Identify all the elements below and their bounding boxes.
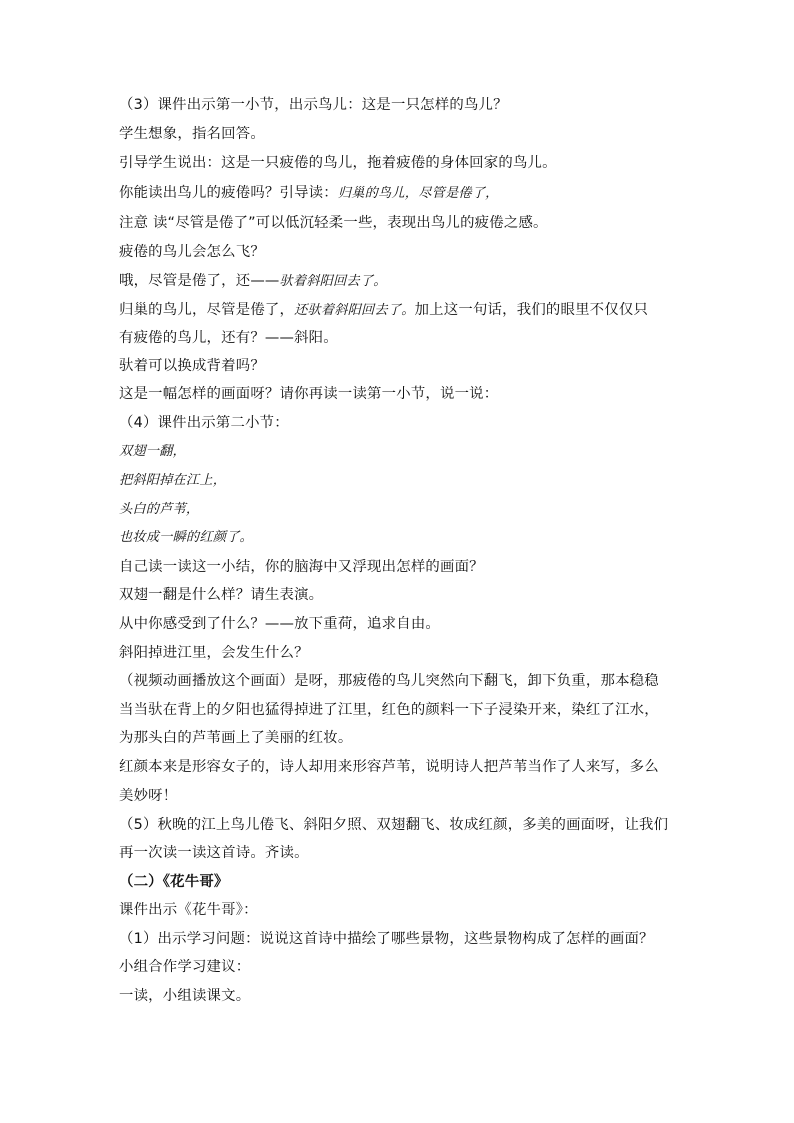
paragraph-line: （4）课件出示第二小节：	[119, 415, 289, 431]
paragraph-line: 引导学生说出：这是一只疲倦的鸟儿，拖着疲倦的身体回家的鸟儿。	[119, 155, 557, 171]
poem-line: 也妆成一瞬的红颜了。	[119, 530, 253, 545]
paragraph-line: 自己读一读这一小结，你的脑海中又浮现出怎样的画面？	[119, 559, 484, 575]
paragraph-line: 为那头白的芦苇画上了美丽的红妆。	[119, 730, 353, 746]
paragraph-line: 红颜本来是形容女子的，诗人却用来形容芦苇，说明诗人把芦苇当作了人来写，多么	[119, 759, 659, 775]
poem-quote: 归巢的鸟儿，尽管是倦了，	[337, 186, 499, 201]
paragraph-line: 你能读出鸟儿的疲倦吗？引导读：归巢的鸟儿，尽管是倦了，	[119, 185, 499, 201]
paragraph-line: 双翅一翻是什么样？请生表演。	[119, 587, 324, 603]
paragraph-line: 哦，尽管是倦了，还——驮着斜阳回去了。	[119, 273, 387, 289]
paragraph-line: 再一次读一读这首诗。齐读。	[119, 845, 309, 861]
paragraph-line: 斜阳掉进江里，会发生什么？	[119, 645, 309, 661]
paragraph-line: （3）课件出示第一小节，出示鸟儿：这是一只怎样的鸟儿？	[119, 97, 508, 113]
paragraph-line: （1）出示学习问题：说说这首诗中描绘了哪些景物，这些景物构成了怎样的画面？	[119, 931, 654, 947]
paragraph-line: 学生想象，指名回答。	[119, 126, 265, 142]
section-heading: （二）《花牛哥》	[119, 874, 229, 890]
paragraph-line: （视频动画播放这个画面）是呀，那疲倦的鸟儿突然向下翻飞，卸下负重，那本稳稳	[119, 673, 659, 689]
poem-line: 双翅一翻，	[119, 444, 186, 459]
paragraph-line: 当当驮在背上的夕阳也猛得掉进了江里，红色的颜料一下子浸染开来，染红了江水，	[119, 702, 659, 718]
poem-quote: 驮着斜阳回去了。	[279, 274, 387, 289]
paragraph-line: 有疲倦的鸟儿，还有？——斜阳。	[119, 330, 338, 346]
paragraph-line: 美妙呀！	[119, 788, 178, 804]
paragraph-line: 归巢的鸟儿，尽管是倦了，还驮着斜阳回去了。加上这一句话，我们的眼里不仅仅只	[119, 302, 649, 318]
paragraph-line: 这是一幅怎样的画面呀？请你再读一读第一小节，说一说：	[119, 386, 499, 402]
paragraph-line: 疲倦的鸟儿会怎么飞？	[119, 244, 265, 260]
paragraph-line: （5）秋晚的江上鸟儿倦飞、斜阳夕照、双翅翻飞、妆成红颜，多美的画面呀，让我们	[119, 817, 669, 833]
paragraph-line: 驮着可以换成背着吗？	[119, 358, 265, 374]
poem-line: 头白的芦苇，	[119, 502, 200, 517]
poem-line: 把斜阳掉在江上，	[119, 473, 227, 488]
paragraph-line: 从中你感受到了什么？——放下重荷，追求自由。	[119, 616, 440, 632]
paragraph-line: 小组合作学习建议：	[119, 959, 251, 975]
paragraph-line: 课件出示《花牛哥》：	[119, 902, 258, 918]
paragraph-line: 一读，小组读课文。	[119, 988, 251, 1004]
paragraph-line: 注意 读“尽管是倦了”可以低沉轻柔一些，表现出鸟儿的疲倦之感。	[119, 215, 548, 231]
poem-quote: 还驮着斜阳回去了。	[294, 303, 415, 318]
